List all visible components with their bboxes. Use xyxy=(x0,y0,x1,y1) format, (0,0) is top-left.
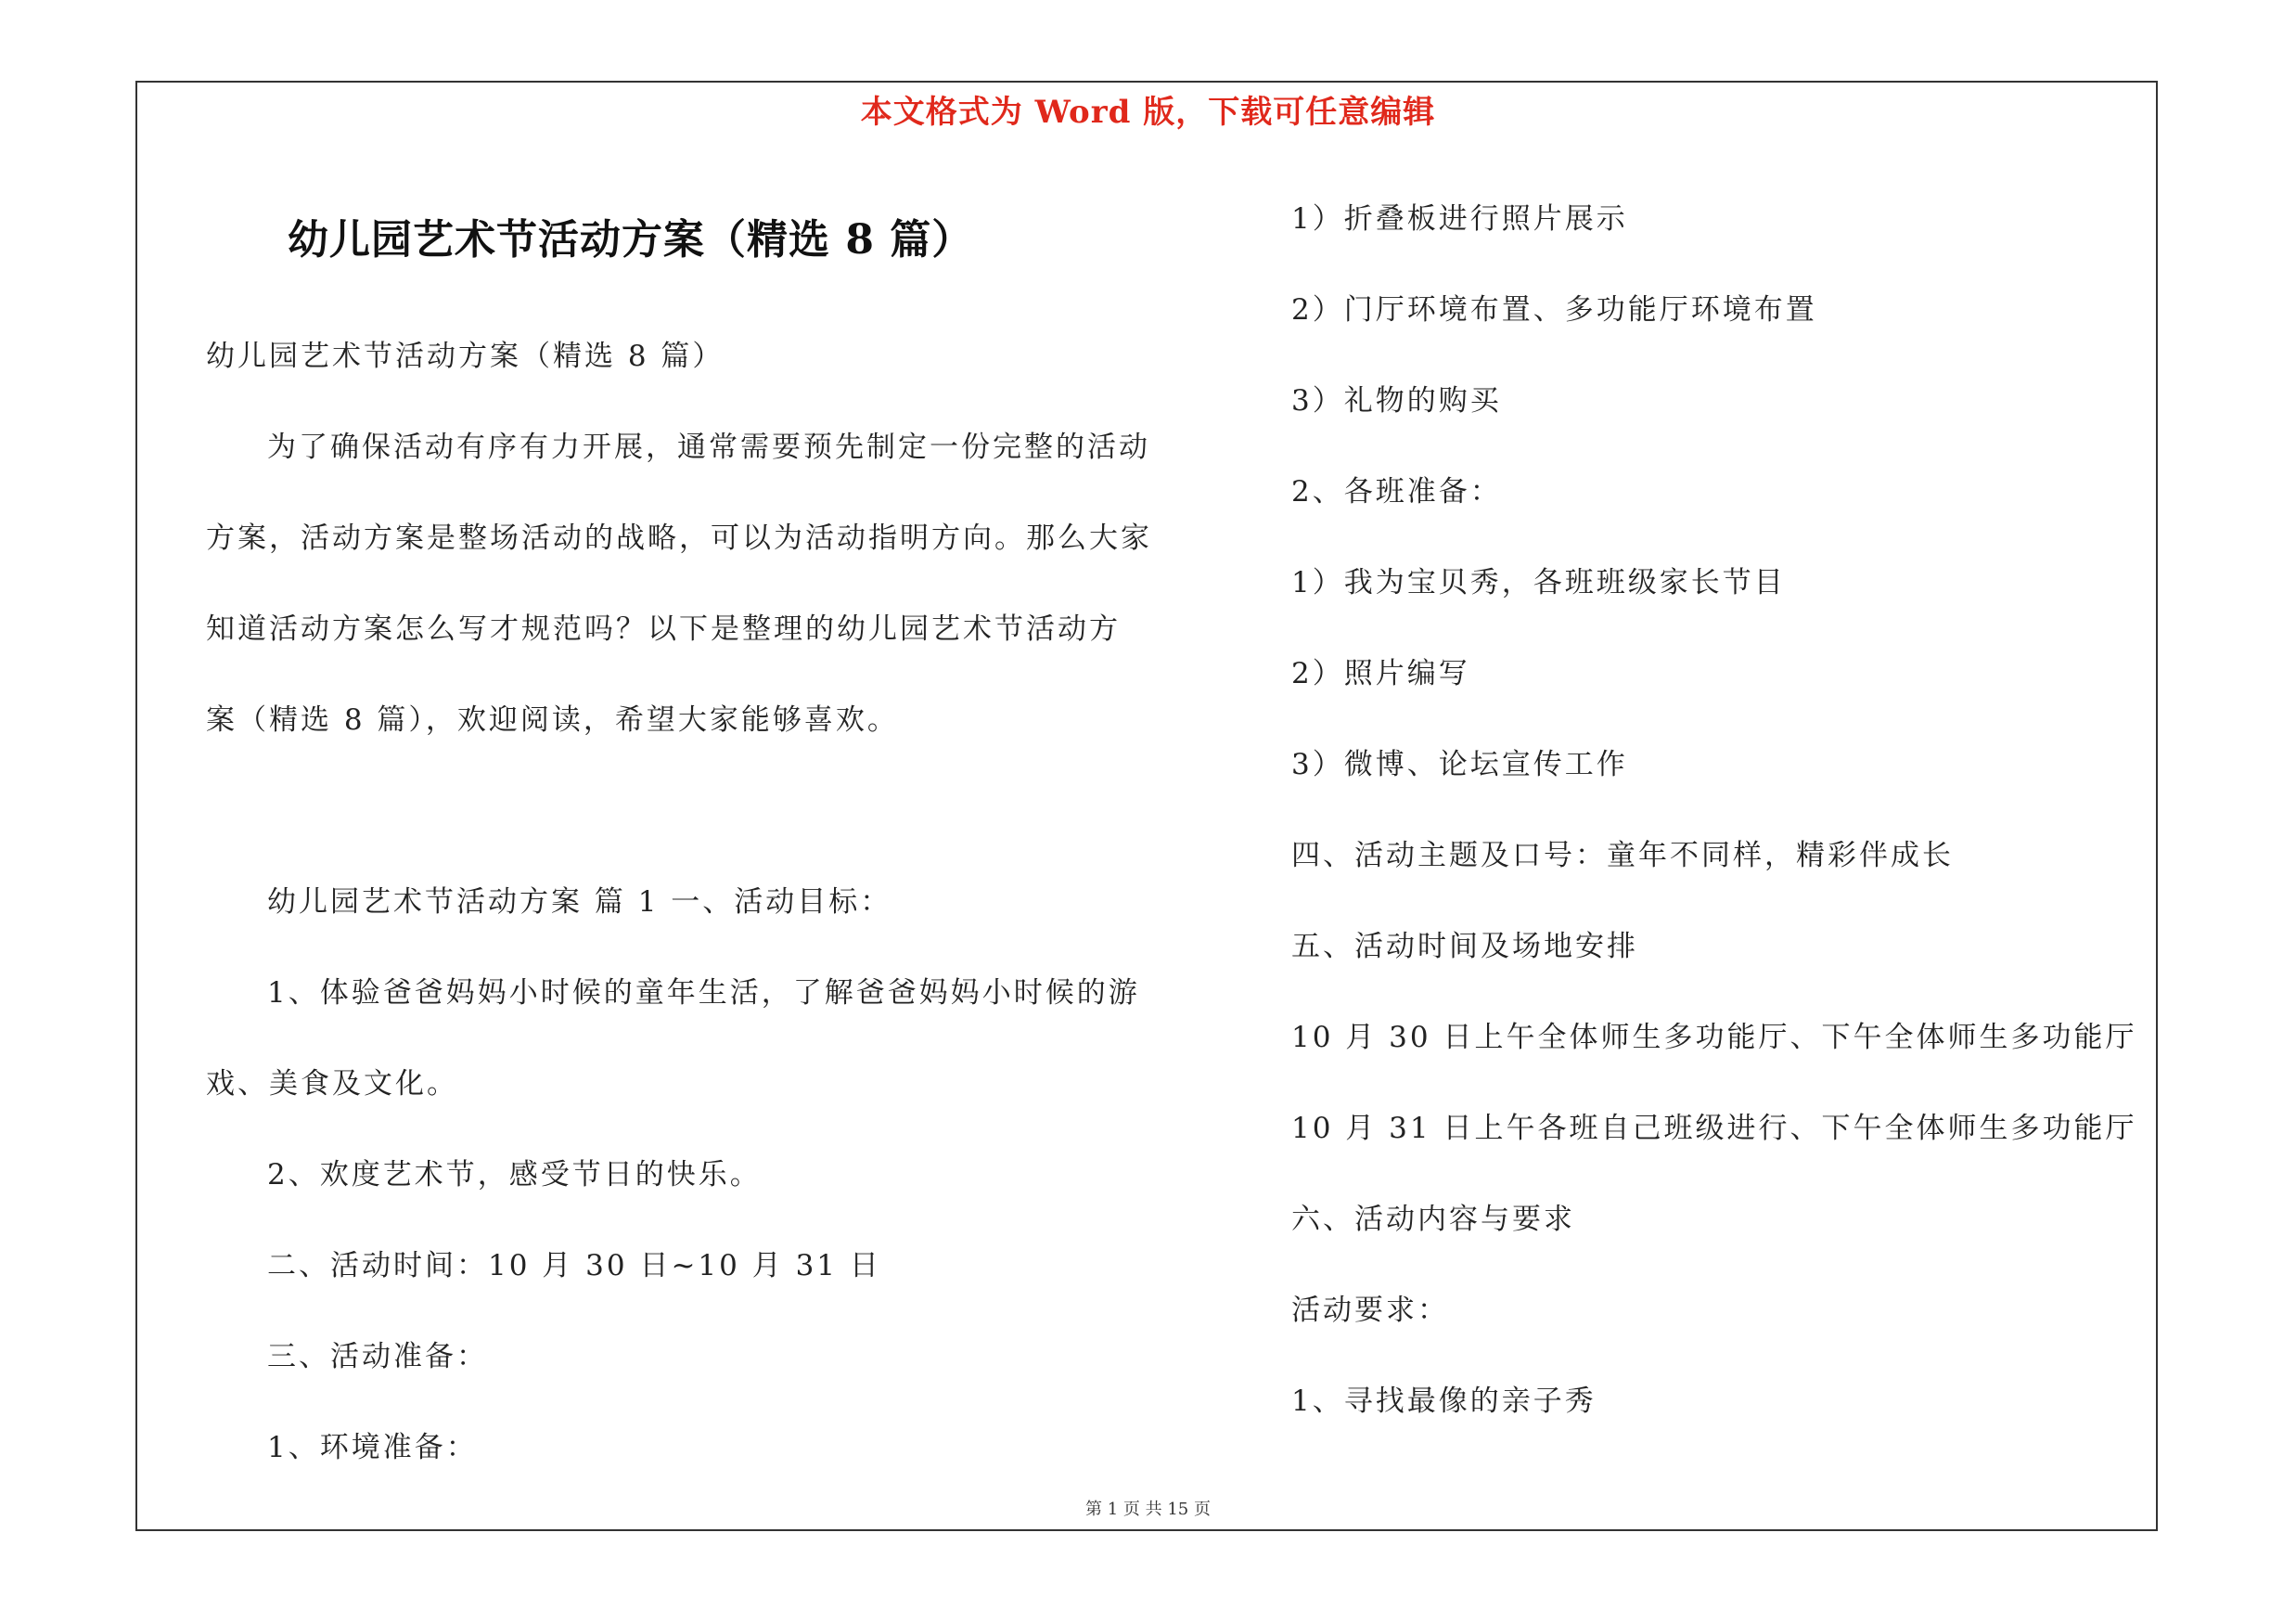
paragraph-line: 三、活动准备： xyxy=(267,1340,488,1373)
paragraph-line: 四、活动主题及口号：童年不同样，精彩伴成长 xyxy=(1291,839,1954,872)
page-number-footer: 第 1 页 共 15 页 xyxy=(1085,1500,1211,1519)
paragraph-line: 二、活动时间：10 月 30 日~10 月 31 日 xyxy=(267,1249,881,1282)
paragraph-line: 1、体验爸爸妈妈小时候的童年生活，了解爸爸妈妈小时候的游 xyxy=(267,976,1140,1010)
document-title: 幼儿园艺术节活动方案（精选 8 篇） xyxy=(288,216,974,264)
paragraph-line: 1）折叠板进行照片展示 xyxy=(1291,202,1628,236)
paragraph-line: 为了确保活动有序有力开展，通常需要预先制定一份完整的活动 xyxy=(267,431,1150,464)
paragraph-line: 2）门厅环境布置、多功能厅环境布置 xyxy=(1291,293,1817,327)
paragraph-line: 案（精选 8 篇），欢迎阅读，希望大家能够喜欢。 xyxy=(206,703,899,737)
page-frame xyxy=(135,81,2158,1531)
paragraph-line: 1、环境准备： xyxy=(267,1431,478,1464)
paragraph-line: 活动要求： xyxy=(1291,1294,1449,1327)
paragraph-line: 3）礼物的购买 xyxy=(1291,384,1502,418)
paragraph-line: 六、活动内容与要求 xyxy=(1291,1203,1575,1236)
paragraph-line: 2、欢度艺术节，感受节日的快乐。 xyxy=(267,1158,762,1191)
word-format-banner: 本文格式为 Word 版，下载可任意编辑 xyxy=(860,94,1436,131)
paragraph-line: 10 月 31 日上午各班自己班级进行、下午全体师生多功能厅 xyxy=(1291,1112,2137,1145)
paragraph-line: 戏、美食及文化。 xyxy=(206,1067,458,1101)
paragraph-line: 方案，活动方案是整场活动的战略，可以为活动指明方向。那么大家 xyxy=(206,522,1152,555)
paragraph-line: 知道活动方案怎么写才规范吗？以下是整理的幼儿园艺术节活动方 xyxy=(206,612,1121,646)
section-heading: 幼儿园艺术节活动方案 篇 1 一、活动目标： xyxy=(267,885,892,919)
paragraph-line: 1）我为宝贝秀，各班班级家长节目 xyxy=(1291,566,1786,599)
paragraph-line: 3）微博、论坛宣传工作 xyxy=(1291,748,1628,781)
subtitle-line: 幼儿园艺术节活动方案（精选 8 篇） xyxy=(206,340,725,373)
paragraph-line: 2、各班准备： xyxy=(1291,475,1502,509)
paragraph-line: 五、活动时间及场地安排 xyxy=(1291,930,1638,963)
paragraph-line: 1、寻找最像的亲子秀 xyxy=(1291,1385,1597,1418)
paragraph-line: 2）照片编写 xyxy=(1291,657,1470,690)
paragraph-line: 10 月 30 日上午全体师生多功能厅、下午全体师生多功能厅 xyxy=(1291,1021,2137,1054)
